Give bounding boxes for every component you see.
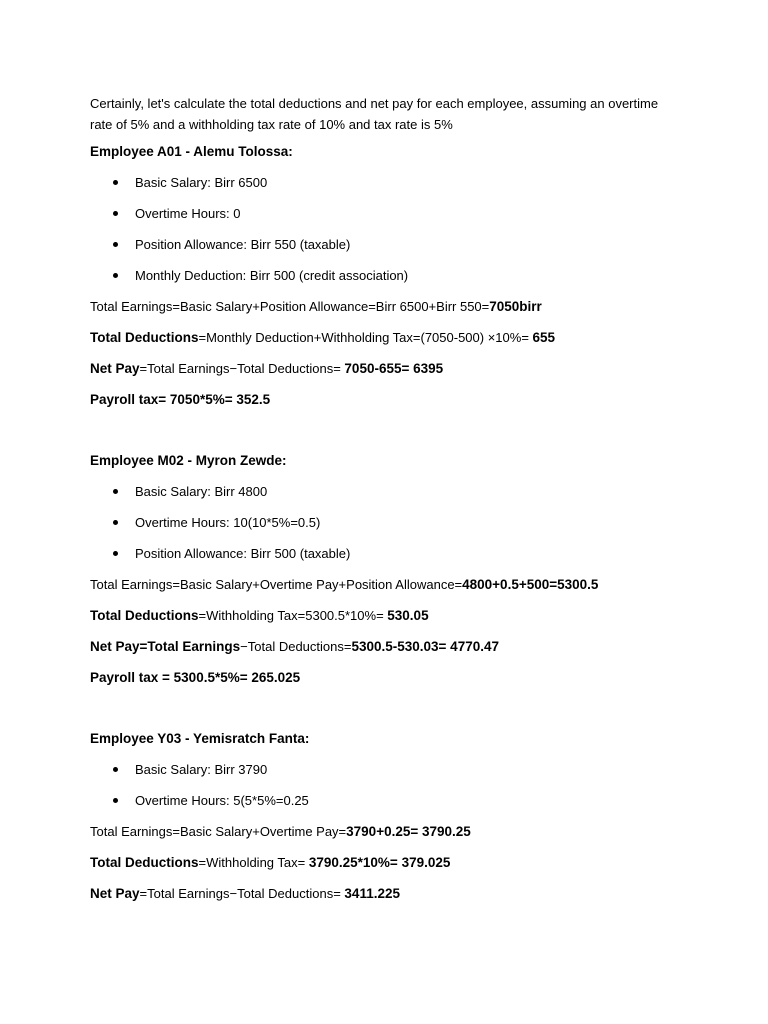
list-item-text: Overtime Hours: 0 — [135, 206, 241, 221]
total-earnings-line — [90, 296, 670, 327]
bold-text: Total Deductions — [90, 330, 199, 345]
line-text: Total Earnings=Basic Salary+Overtime Pay= — [90, 824, 347, 839]
list-item-text: Position Allowance: Birr 500 (taxable) — [135, 546, 351, 561]
bold-text: 3790.25*10%= 379.025 — [308, 855, 451, 870]
total-deductions-line — [90, 605, 670, 636]
bold-text: 3790+0.25= 3790.25 — [346, 824, 471, 839]
employee-details-list — [90, 481, 670, 574]
line-text: =Monthly Deduction+Withholding Tax=(7050-500) ×10%= — [198, 330, 533, 345]
total-deductions-line — [90, 327, 670, 358]
list-item-text: Overtime Hours: 10(10*5%=0.5) — [135, 515, 321, 530]
list-item — [90, 234, 670, 265]
list-item — [90, 265, 670, 296]
bold-text: Net Pay — [90, 361, 140, 376]
line-text: =Total Earnings−Total Deductions= — [139, 886, 345, 901]
bold-text: Payroll tax = 5300.5*5%= 265.025 — [90, 670, 301, 685]
bullet-icon — [113, 211, 118, 216]
line-text: =Total Earnings−Total Deductions= — [139, 361, 345, 376]
employee-details-list — [90, 172, 670, 296]
section-spacer — [90, 698, 670, 728]
section-spacer — [90, 420, 670, 450]
employee-heading: Employee M02 - Myron Zewde: — [90, 453, 287, 468]
bold-text: 7050-655= 6395 — [344, 361, 444, 376]
list-item-text: Overtime Hours: 5(5*5%=0.25 — [135, 793, 309, 808]
line-text: Total Earnings=Basic Salary+Position Allowance=Birr 6500+Birr 550= — [90, 299, 490, 314]
employee-heading: Employee Y03 - Yemisratch Fanta: — [90, 731, 310, 746]
bold-text: 530.05 — [387, 608, 429, 623]
employee-section — [90, 450, 670, 698]
list-item — [90, 203, 670, 234]
bullet-icon — [113, 551, 118, 556]
document-page — [90, 93, 670, 914]
list-item-text: Position Allowance: Birr 550 (taxable) — [135, 237, 351, 252]
bullet-icon — [113, 273, 118, 278]
employee-section — [90, 141, 670, 420]
net-pay-line — [90, 358, 670, 389]
bullet-icon — [113, 489, 118, 494]
bullet-icon — [113, 767, 118, 772]
line-text: −Total Deductions= — [240, 639, 352, 654]
bold-text: 5300.5-530.03= 4770.47 — [351, 639, 499, 654]
bullet-icon — [113, 798, 118, 803]
employee-details-list — [90, 759, 670, 821]
bold-text: Total Deductions — [90, 608, 199, 623]
net-pay-line — [90, 883, 670, 914]
list-item — [90, 481, 670, 512]
line-text: =Withholding Tax= — [198, 855, 309, 870]
bold-text: 3411.225 — [344, 886, 400, 901]
employee-section — [90, 728, 670, 914]
line-text: Total Earnings=Basic Salary+Overtime Pay+Position Allowance= — [90, 577, 463, 592]
list-item — [90, 759, 670, 790]
bullet-icon — [113, 242, 118, 247]
bold-text: Total Deductions — [90, 855, 199, 870]
payroll-tax-line — [90, 667, 670, 698]
bold-text: 655 — [532, 330, 556, 345]
payroll-tax-line — [90, 389, 670, 420]
bold-text: Net Pay=Total Earnings — [90, 639, 241, 654]
net-pay-line — [90, 636, 670, 667]
list-item — [90, 543, 670, 574]
total-earnings-line — [90, 821, 670, 852]
bullet-icon — [113, 180, 118, 185]
list-item-text: Monthly Deduction: Birr 500 (credit association) — [135, 268, 409, 283]
list-item-text: Basic Salary: Birr 4800 — [135, 484, 268, 499]
employee-sections — [90, 141, 670, 914]
bold-text: Payroll tax= 7050*5%= 352.5 — [90, 392, 271, 407]
list-item-text: Basic Salary: Birr 3790 — [135, 762, 268, 777]
list-item — [90, 790, 670, 821]
line-text: =Withholding Tax=5300.5*10%= — [198, 608, 388, 623]
bold-text: 7050birr — [489, 299, 542, 314]
list-item-text: Basic Salary: Birr 6500 — [135, 175, 268, 190]
bullet-icon — [113, 520, 118, 525]
intro-paragraph: Certainly, let's calculate the total deductions and net pay for each employee, assuming an overtime rate of 5% and a withholding tax rate of 10% and tax rate is 5% — [90, 96, 659, 132]
total-earnings-line — [90, 574, 670, 605]
list-item — [90, 512, 670, 543]
list-item — [90, 172, 670, 203]
employee-heading: Employee A01 - Alemu Tolossa: — [90, 144, 293, 159]
bold-text: 4800+0.5+500=5300.5 — [462, 577, 599, 592]
bold-text: Net Pay — [90, 886, 140, 901]
total-deductions-line — [90, 852, 670, 883]
